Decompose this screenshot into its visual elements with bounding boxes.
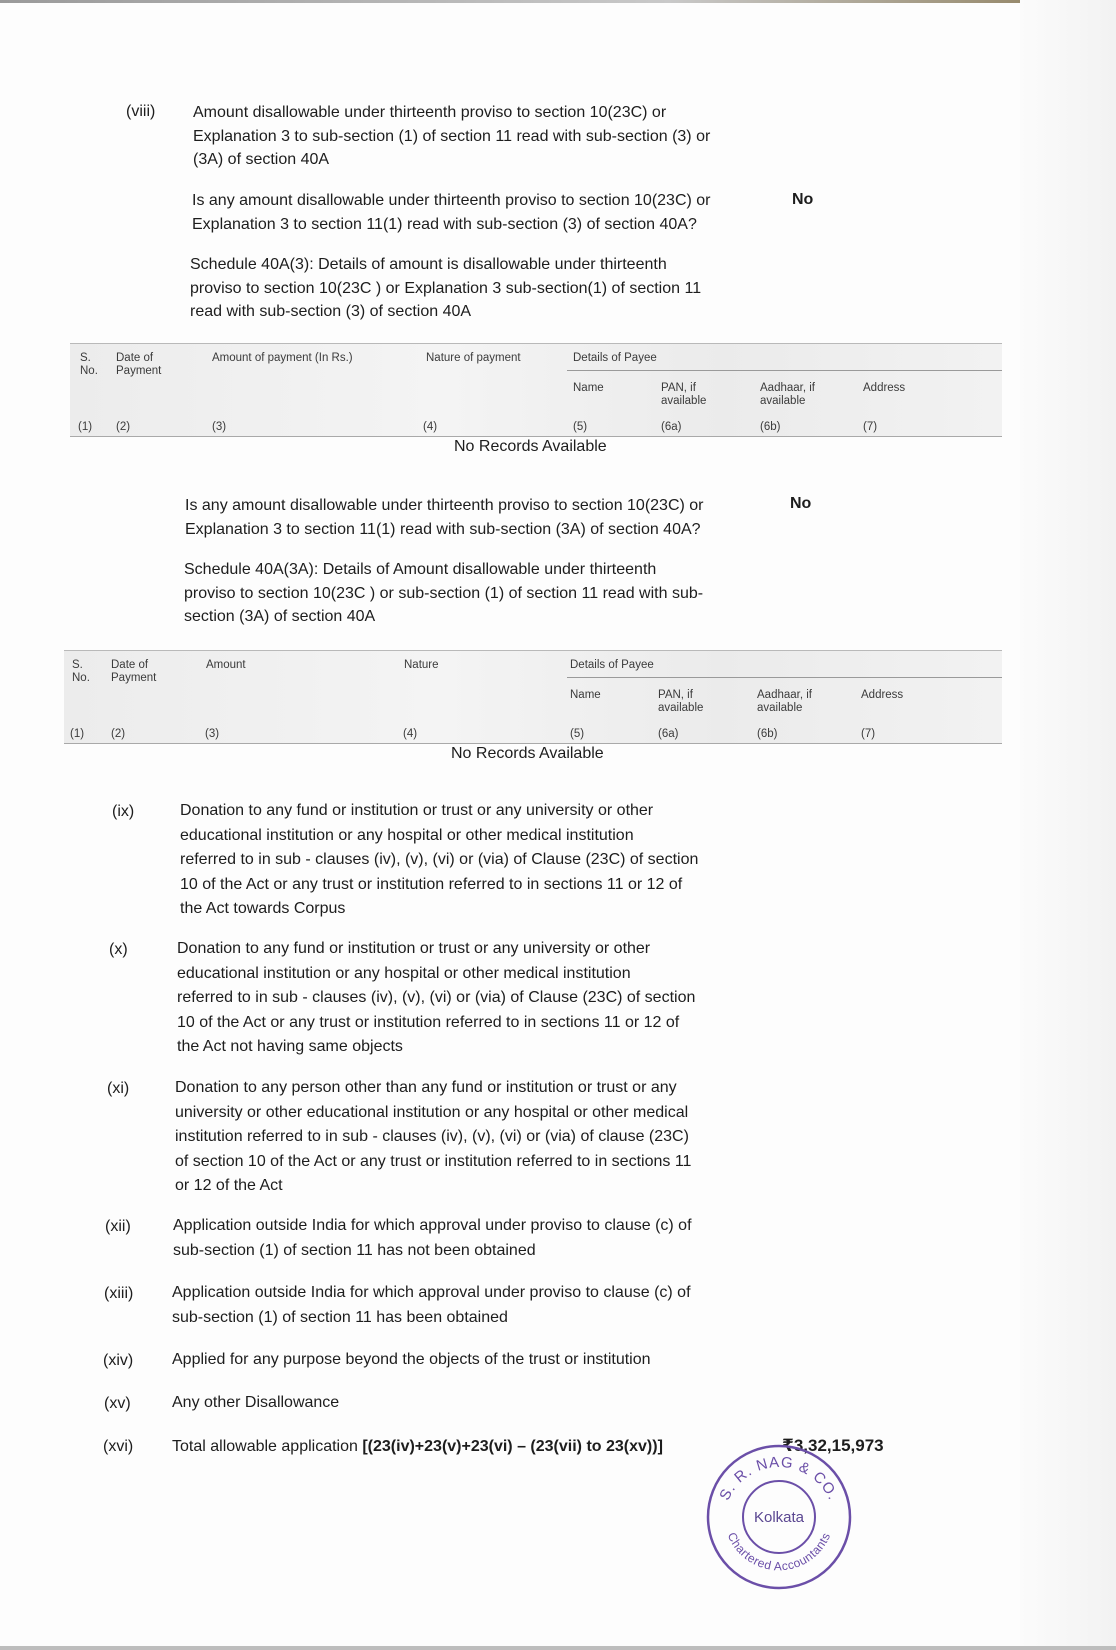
seal-city-text: Kolkata bbox=[753, 1509, 805, 1526]
total-label-text: Total allowable application bbox=[172, 1438, 363, 1455]
col-aadhaar-header: Aadhaar, if available bbox=[757, 689, 812, 714]
item-number-x: (x) bbox=[109, 941, 128, 958]
item-x-text bbox=[177, 937, 757, 1060]
col-index: (2) bbox=[116, 421, 131, 433]
text-line: (3A) of section 40A bbox=[193, 151, 330, 168]
text-line: Explanation 3 to section 11(1) read with sub-section (3A) of section 40A? bbox=[185, 520, 701, 538]
item-xii-text bbox=[173, 1214, 753, 1263]
text-line: referred to in sub - clauses (iv), (v), (vi) or (via) of Clause (23C) of section bbox=[177, 989, 696, 1006]
text-line: of section 10 of the Act or any trust or institution referred to in sections 11 bbox=[175, 1152, 692, 1170]
col-index: (7) bbox=[861, 728, 876, 740]
col-index: (6b) bbox=[760, 421, 781, 433]
text-line: educational institution or any hospital or other medical institution bbox=[177, 964, 631, 982]
text-line: Application outside India for which approval under proviso to clause (c) of bbox=[173, 1217, 692, 1234]
item-number-xi: (xi) bbox=[107, 1080, 130, 1097]
item-xi-text bbox=[175, 1076, 765, 1199]
no-records-40a3a: No Records Available bbox=[451, 745, 604, 762]
item-number-xv: (xv) bbox=[104, 1395, 131, 1412]
text-line: Explanation 3 to section 11(1) read with sub-section (3) of section 40A? bbox=[192, 215, 697, 233]
col-date-header: Date of Payment bbox=[116, 352, 162, 377]
item-ix-text bbox=[180, 799, 760, 922]
answer-40a3: No bbox=[792, 191, 814, 208]
col-sno-header: S. No. bbox=[72, 659, 90, 684]
col-index: (6a) bbox=[658, 728, 679, 740]
text-line: Is any amount disallowable under thirteenth proviso to section 10(23C) or bbox=[192, 192, 711, 209]
col-index: (4) bbox=[423, 421, 438, 433]
page-top-edge bbox=[0, 0, 1116, 3]
col-name-header: Name bbox=[573, 382, 604, 394]
text-line: Schedule 40A(3): Details of amount is disallowable under thirteenth bbox=[190, 256, 667, 273]
text-line: Amount disallowable under thirteenth proviso to section 10(23C) or bbox=[193, 104, 667, 121]
col-index: (4) bbox=[403, 728, 418, 740]
col-name-header: Name bbox=[570, 689, 601, 701]
text-line: Schedule 40A(3A): Details of Amount disallowable under thirteenth bbox=[184, 561, 657, 578]
col-index: (5) bbox=[570, 728, 585, 740]
col-payee-header: Details of Payee bbox=[570, 659, 654, 671]
col-index: (3) bbox=[212, 421, 227, 433]
question-40a3 bbox=[192, 189, 762, 236]
item-number-xvi: (xvi) bbox=[103, 1438, 134, 1455]
text-line: 10 of the Act or any trust or institution referred to in sections 11 or 12 of bbox=[180, 875, 683, 893]
text-line: proviso to section 10(23C ) or Explanation 3 sub-section(1) of section 11 bbox=[190, 279, 702, 297]
text-line: university or other educational institution or any hospital or other medical bbox=[175, 1103, 689, 1121]
col-index: (7) bbox=[863, 421, 878, 433]
col-address-header: Address bbox=[861, 689, 904, 701]
item-number-xiv: (xiv) bbox=[103, 1352, 134, 1369]
col-index: (6a) bbox=[661, 421, 682, 433]
col-date-header: Date of Payment bbox=[111, 659, 157, 684]
text-line: Donation to any person other than any fund or institution or trust or any bbox=[175, 1079, 677, 1096]
text-line: or 12 of the Act bbox=[175, 1177, 283, 1194]
answer-40a3a: No bbox=[790, 495, 812, 512]
text-line: sub-section (1) of section 11 has been obtained bbox=[172, 1308, 508, 1326]
text-line: Is any amount disallowable under thirteenth proviso to section 10(23C) or bbox=[185, 497, 704, 514]
text-line: referred to in sub - clauses (iv), (v), (vi) or (via) of Clause (23C) of section bbox=[180, 851, 699, 868]
col-payee-header: Details of Payee bbox=[573, 352, 657, 364]
page-right-margin bbox=[1020, 0, 1116, 1650]
table-40a3a bbox=[64, 650, 1002, 744]
text-line: Application outside India for which approval under proviso to clause (c) of bbox=[172, 1284, 691, 1301]
item-number-ix: (ix) bbox=[112, 803, 135, 820]
col-address-header: Address bbox=[863, 382, 906, 394]
svg-text:Chartered Accountants bbox=[725, 1530, 834, 1573]
col-index: (1) bbox=[78, 421, 93, 433]
text-line: institution referred to in sub - clauses (iv), (v), (vi) or (via) of clause (23C) bbox=[175, 1128, 689, 1145]
col-pan-header: PAN, if available bbox=[661, 382, 707, 407]
page-bottom-edge bbox=[0, 1646, 1116, 1650]
schedule-40a3-heading bbox=[190, 253, 780, 324]
item-xv-text bbox=[172, 1391, 752, 1416]
item-number-xii: (xii) bbox=[105, 1218, 131, 1235]
item-number-xiii: (xiii) bbox=[104, 1285, 134, 1302]
payee-divider bbox=[567, 370, 1002, 371]
payee-divider bbox=[567, 677, 1002, 678]
item-xiv-text bbox=[172, 1348, 752, 1373]
col-index: (6b) bbox=[757, 728, 778, 740]
schedule-40a3a-heading bbox=[184, 558, 774, 629]
text-line: educational institution or any hospital or other medical institution bbox=[180, 826, 634, 844]
col-index: (2) bbox=[111, 728, 126, 740]
col-amount-header: Amount of payment (In Rs.) bbox=[212, 352, 353, 364]
text-line: Donation to any fund or institution or trust or any university or other bbox=[177, 940, 651, 957]
text-line: Applied for any purpose beyond the objects of the trust or institution bbox=[172, 1351, 651, 1368]
no-records-40a3: No Records Available bbox=[454, 438, 607, 455]
item-number-viii: (viii) bbox=[126, 103, 156, 120]
seal-top-text: S. R. NAG & CO. bbox=[716, 1453, 842, 1504]
col-amount-header: Amount bbox=[206, 659, 246, 671]
text-line: Explanation 3 to sub-section (1) of section 11 read with sub-section (3) or bbox=[193, 127, 711, 145]
col-nature-header: Nature bbox=[404, 659, 439, 671]
total-allowable-amount: ₹3,32,15,973 bbox=[782, 1436, 884, 1455]
col-sno-header: S. No. bbox=[80, 352, 98, 377]
text-line: the Act not having same objects bbox=[177, 1038, 403, 1055]
col-index: (5) bbox=[573, 421, 588, 433]
col-aadhaar-header: Aadhaar, if available bbox=[760, 382, 815, 407]
col-nature-header: Nature of payment bbox=[426, 352, 521, 364]
seal-bottom-text: Chartered Accountants bbox=[724, 1530, 834, 1574]
total-allowable-label bbox=[172, 1438, 663, 1456]
text-line: 10 of the Act or any trust or institution referred to in sections 11 or 12 of bbox=[177, 1013, 680, 1031]
firm-seal-stamp bbox=[704, 1442, 854, 1592]
col-index: (3) bbox=[205, 728, 220, 740]
col-pan-header: PAN, if available bbox=[658, 689, 704, 714]
table-40a3 bbox=[70, 343, 1002, 437]
total-formula: [(23(iv)+23(v)+23(vi) – (23(vii) to 23(xv))] bbox=[362, 1438, 663, 1455]
text-line: the Act towards Corpus bbox=[180, 900, 346, 917]
text-line: proviso to section 10(23C ) or sub-section (1) of section 11 read with sub- bbox=[184, 584, 704, 602]
text-line: Any other Disallowance bbox=[172, 1394, 340, 1411]
text-line: Donation to any fund or institution or trust or any university or other bbox=[180, 802, 654, 819]
item-xiii-text bbox=[172, 1281, 752, 1330]
col-index: (1) bbox=[70, 728, 85, 740]
text-line: sub-section (1) of section 11 has not been obtained bbox=[173, 1241, 536, 1259]
text-line: section (3A) of section 40A bbox=[184, 608, 376, 625]
item-viii-text bbox=[193, 101, 783, 172]
text-line: read with sub-section (3) of section 40A bbox=[190, 303, 472, 320]
question-40a3a bbox=[185, 494, 755, 541]
